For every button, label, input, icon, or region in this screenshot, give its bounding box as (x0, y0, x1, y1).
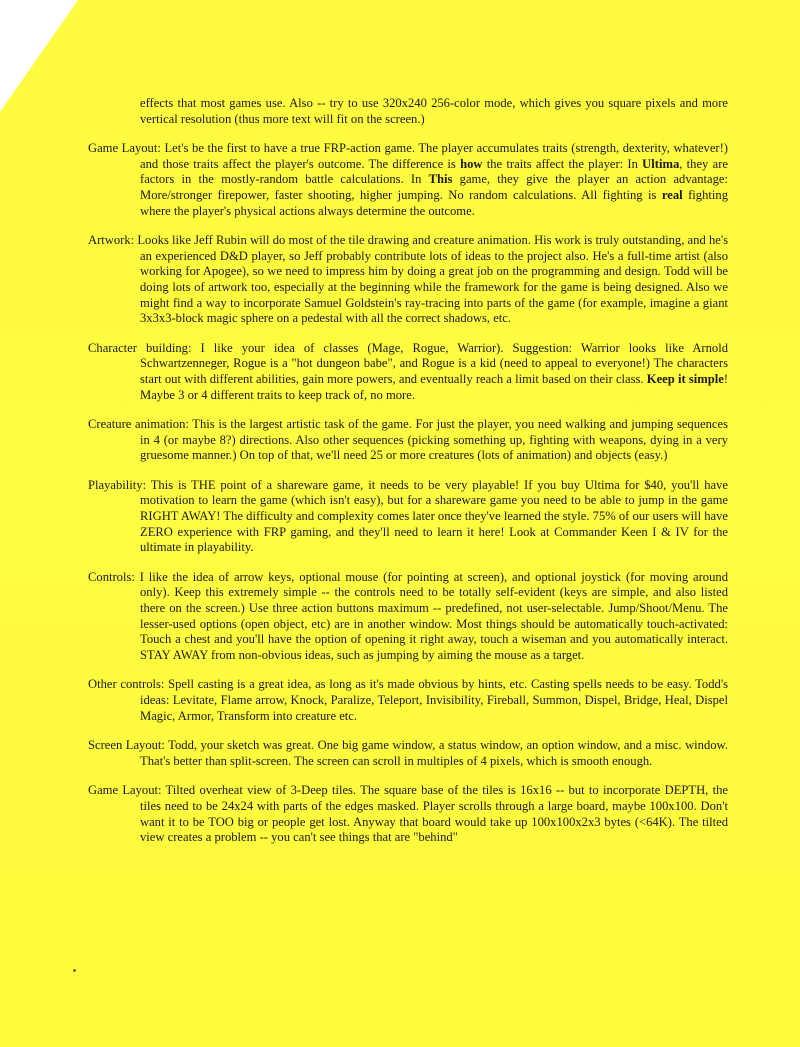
section-label: Character building: (88, 340, 192, 355)
emphasis-text: Ultima (642, 156, 680, 171)
paragraph-text: Let's be the first to have a true FRP-action game. The player accumulates traits (strength, dexterity, whatever!) and those traits affect the player's outcome. The difference is (140, 141, 728, 171)
paragraph-text: I like the idea of arrow keys, optional mouse (for pointing at screen), and optional joystick (for moving around only). Keep this extremely simple -- the controls need to be totally self-evident (keys are simple, and also listed there on the screen.) Use three action buttons maximum -- predefined, not user-selectable. Jump/Shoot/Menu. The lesser-used options (open object, etc) are in another window. Most things should be automatically touch-activated: Touch a chest and you'll have the option of opening it right away, touch a wiseman and you automatically interact. STAY AWAY from non-obvious ideas, such as jumping by aiming the mouse as a target. (134, 569, 728, 662)
emphasis-text: how (460, 156, 483, 171)
other-controls-paragraph (88, 677, 728, 724)
paragraph-text: game, they give the player an action advantage: More/stronger firepower, faster shooting, higher jumping. No random calculations. All fighting is (140, 172, 728, 202)
intro-text: effects that most games use. Also -- try to use 320x240 256-color mode, which gives you square pixels and more vertical resolution (thus more text will fit on the screen.) (140, 96, 728, 126)
paragraph-text: ! Maybe 3 or 4 different traits to keep track of, no more. (140, 371, 729, 402)
paragraph-text: This is THE point of a shareware game, it needs to be very playable! If you buy Ultima for $40, you'll have motivation to learn the game (which isn't easy), but for a shareware game you need to be able to jump in the game RIGHT AWAY! The difficulty and complexity comes later once they've learned the style. 75% of our users will have ZERO experience with FRP gaming, and they'll need to learn it here! Look at Commander Keen I & IV for the ultimate in playability. (140, 477, 728, 555)
paper-speck (73, 969, 76, 972)
character-building-paragraph (88, 341, 728, 403)
paragraph-text: Looks like Jeff Rubin will do most of the tile drawing and creature animation. His work is truly outstanding, and he's an experienced D&D player, so Jeff probably contribute lots of ideas to the project also. He's a full-time artist (also working for Apogee), so we need to impress him by doing a great job on the programming and design. Todd will be doing lots of artwork too, especially at the beginning while the framework for the game is being designed. Also we might find a way to incorporate Samuel Goldstein's ray-tracing into parts of the game (for example, imagine a giant 3x3x3-block magic sphere on a pedestal with all the correct shadows, etc. (134, 233, 728, 326)
section-label: Game Layout: (88, 141, 161, 156)
paragraph-text: This is the largest artistic task of the game. For just the player, you need walking and jumping sequences in 4 (or maybe 8?) directions. Also other sequences (picking something up, fighting with weapons, dying in a very gruesome manner.) On top of that, we'll need 25 or more creatures (lots of animation) and objects (easy.) (140, 417, 728, 463)
paragraph-text: Spell casting is a great idea, as long as it's made obvious by hints, etc. Casting spells needs to be easy. Todd's ideas: Levitate, Flame arrow, Knock, Paralize, Teleport, Invisibility, Fireball, Summon, Dispel, Bridge, Heal, Dispel Magic, Armor, Transform into creature etc. (140, 677, 728, 723)
section-label: Controls: (88, 569, 135, 584)
emphasis-text: This (428, 172, 453, 187)
section-label: Artwork: (88, 233, 135, 248)
paragraph-text: I like your idea of classes (Mage, Rogue, Warrior). Suggestion: Warrior looks like Arnold Schwartzenneger, Rogue is a "hot dungeon babe", and Rogue is a kid (need to appeal to everyone!) The characters start out with different abilities, gain more powers, and eventually reach a limit based on their class. (140, 340, 729, 386)
paragraph-text: Todd, your sketch was great. One big game window, a status window, an option window, and a misc. window. That's better than split-screen. The screen can scroll in multiples of 4 pixels, which is smooth enough. (140, 738, 728, 768)
section-label: Game Layout: (88, 783, 162, 798)
section-label: Playability: (88, 477, 147, 492)
paragraph-text: Tilted overheat view of 3-Deep tiles. The square base of the tiles is 16x16 -- but to incorporate DEPTH, the tiles need to be 24x24 with parts of the edges masked. Player scrolls through a large board, maybe 100x100. Don't want it to be TOO big or people get lost. Anyway that board would take up 100x100x2x3 bytes (<64K). The tilted view creates a problem -- you can't see things that are "behind" (140, 783, 728, 845)
artwork-paragraph (88, 233, 728, 327)
creature-animation-paragraph (88, 417, 728, 464)
controls-paragraph (88, 570, 728, 664)
playability-paragraph (88, 478, 728, 556)
paragraph-text: fighting where the player's physical actions always determine the outcome. (140, 187, 728, 218)
intro-paragraph (88, 96, 728, 127)
game-layout-paragraph (88, 141, 728, 219)
emphasis-text: Keep it simple (646, 371, 724, 386)
document-body (88, 96, 728, 860)
game-layout-2-paragraph (88, 783, 728, 845)
screen-layout-paragraph (88, 738, 728, 769)
paragraph-text: , they are factors in the mostly-random battle calculations. In (140, 156, 728, 187)
section-label: Creature animation: (88, 417, 189, 432)
folded-corner (0, 0, 78, 112)
section-label: Screen Layout: (88, 738, 165, 753)
section-label: Other controls: (88, 677, 165, 692)
emphasis-text: real (661, 187, 683, 202)
paragraph-text: the traits affect the player: In (482, 156, 643, 171)
